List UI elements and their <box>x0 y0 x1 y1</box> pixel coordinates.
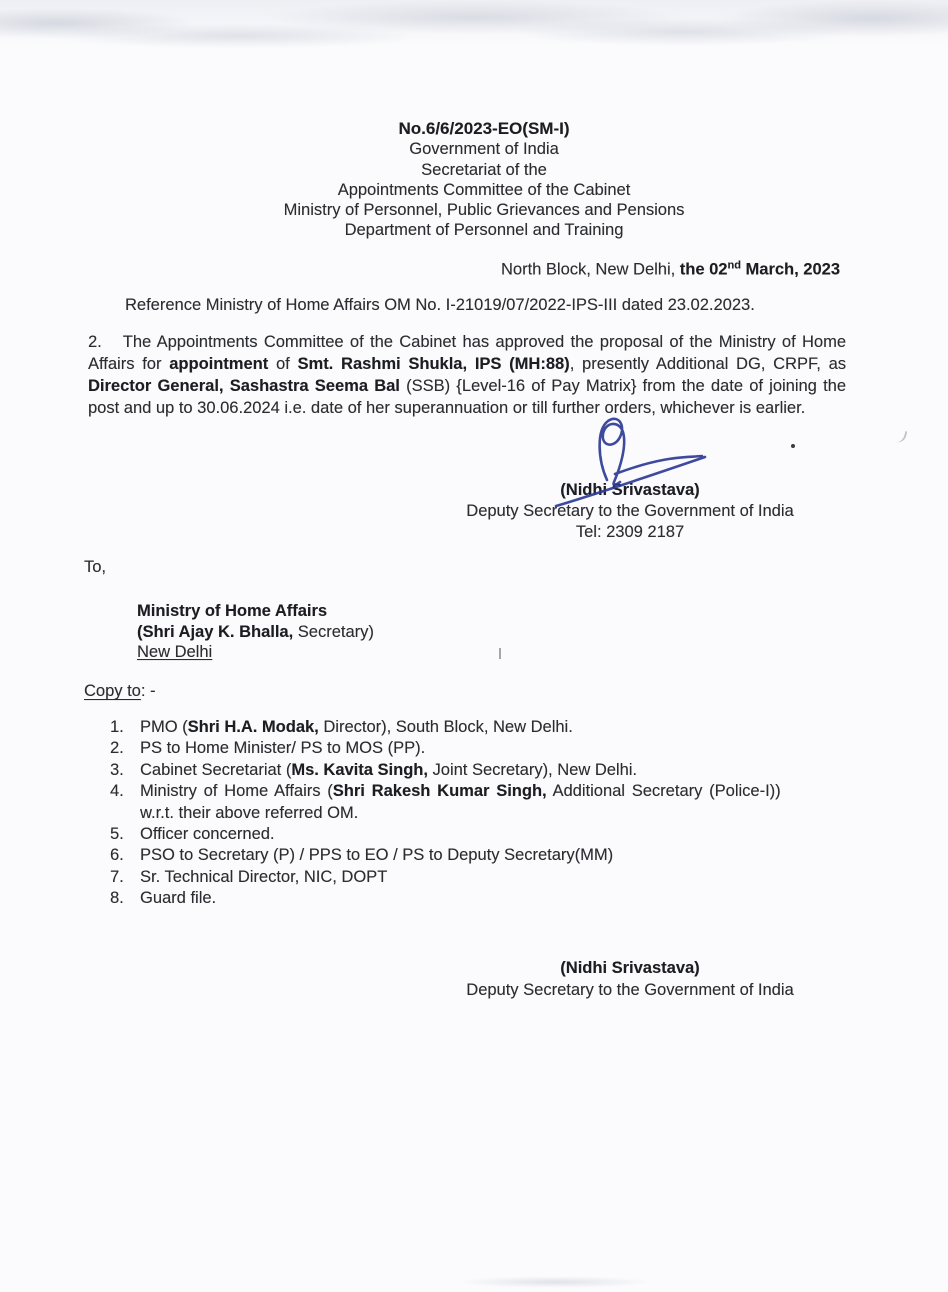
smudge-artifact <box>420 1274 690 1290</box>
list-item <box>110 867 915 888</box>
letterhead <box>20 119 948 241</box>
addressee-person <box>137 622 374 643</box>
para-seg4-officer-name: Smt. Rashmi Shukla, IPS (MH:88) <box>297 355 570 373</box>
list-item <box>110 824 915 845</box>
list-item-number: 4. <box>110 782 124 801</box>
addressee-salutation: To, <box>84 558 107 576</box>
date-bold-rest: March, 2023 <box>740 260 840 279</box>
tick-mark-artifact <box>499 648 501 659</box>
list-item <box>110 781 915 824</box>
list-item-bold-name: Shri Rakesh Kumar Singh, <box>332 782 547 801</box>
para-seg1: The Appointments Committee of the Cabinet has approved the proposal of the Ministry of Home Affairs for <box>88 333 846 373</box>
copy-to-label-suffix: : - <box>140 682 156 700</box>
list-item <box>110 888 915 909</box>
signer-telephone: Tel: 2309 2187 <box>575 523 685 541</box>
footer-signer-name: (Nidhi Srivastava) <box>560 959 700 977</box>
addressee-person-name: (Shri Ajay K. Bhalla, <box>137 622 294 641</box>
date-bold: the 02 <box>679 260 728 279</box>
list-item-text: PS to Home Minister/ PS to MOS (PP). <box>140 739 426 758</box>
date-line <box>501 259 840 280</box>
list-item-text: Director), South Block, New Delhi. <box>318 718 573 736</box>
addressee-block <box>137 601 374 663</box>
footer-signer-title: Deputy Secretary to the Government of India <box>466 980 794 999</box>
list-item-text: Officer concerned. <box>140 825 275 844</box>
signer-title: Deputy Secretary to the Government of India <box>466 502 794 520</box>
list-item <box>110 845 915 866</box>
list-item <box>110 738 915 759</box>
list-item-number: 8. <box>110 889 124 908</box>
reference-line: Reference Ministry of Home Affairs OM No. I-21019/07/2022-IPS-III dated 23.02.2023. <box>125 296 755 314</box>
list-item-text: Sr. Technical Director, NIC, DOPT <box>140 867 388 886</box>
para-seg6-post-name: Director General, Sashastra Seema Bal <box>88 377 400 395</box>
list-item-number: 5. <box>110 825 124 844</box>
list-item-text: Ministry of Home Affairs ( <box>140 782 333 801</box>
footer-signature-block <box>430 958 830 1002</box>
letterhead-line-dopt: Department of Personnel and Training <box>344 221 624 240</box>
scan-noise-band <box>0 0 948 58</box>
body-paragraph <box>88 331 846 419</box>
para-seg5: , presently Additional DG, CRPF, as <box>569 355 846 373</box>
letterhead-line-govt: Government of India <box>409 140 559 159</box>
list-item-text: Guard file. <box>140 889 217 908</box>
file-number: No.6/6/2023-EO(SM-I) <box>398 119 570 138</box>
list-item-number: 7. <box>110 867 124 886</box>
addressee-org: Ministry of Home Affairs <box>137 602 328 620</box>
list-item-bold-name: Ms. Kavita Singh, <box>291 760 428 779</box>
copy-to-list <box>110 717 915 910</box>
list-item-number: 1. <box>110 718 124 736</box>
signer-name: (Nidhi Srivastava) <box>560 481 700 499</box>
list-item <box>110 760 915 781</box>
copy-to-heading <box>84 682 156 701</box>
paragraph-number: 2. <box>88 333 102 351</box>
list-item-text: PSO to Secretary (P) / PPS to EO / PS to Deputy Secretary(MM) <box>140 846 614 865</box>
list-item-text: Additional Secretary (Police-I)) <box>546 782 781 801</box>
copy-to-label: Copy to <box>84 682 141 700</box>
ink-dot-artifact <box>791 444 795 448</box>
letterhead-line-acc: Appointments Committee of the Cabinet <box>337 180 631 199</box>
list-item-number: 6. <box>110 846 124 865</box>
list-item-text: Cabinet Secretariat ( <box>140 760 292 779</box>
signature-ink <box>535 412 720 514</box>
date-ordinal: nd <box>727 259 741 271</box>
list-item-number: 3. <box>110 760 124 779</box>
para-seg7: (SSB) {Level-16 of Pay Matrix} from the date of joining the post and up to 30.06.2024 i.e. date of her superannuation or till further orders, whichever is earlier. <box>88 377 847 417</box>
para-seg3: of <box>268 355 298 373</box>
para-seg2-appointment: appointment <box>169 355 269 373</box>
list-item-number: 2. <box>110 739 124 758</box>
addressee-person-role: Secretary) <box>293 622 374 641</box>
pen-mark-artifact <box>894 429 908 444</box>
list-item-text: Joint Secretary), New Delhi. <box>427 760 638 779</box>
letterhead-line-ministry: Ministry of Personnel, Public Grievances and Pensions <box>283 201 685 220</box>
list-item <box>110 717 915 738</box>
list-item-wrap-line: w.r.t. their above referred OM. <box>140 803 359 822</box>
date-place: North Block, New Delhi, <box>500 260 680 279</box>
list-item-bold-name: Shri H.A. Modak, <box>187 718 319 736</box>
list-item-text: PMO ( <box>140 718 188 736</box>
letterhead-line-secretariat: Secretariat of the <box>421 160 547 179</box>
addressee-city: New Delhi <box>137 643 213 662</box>
